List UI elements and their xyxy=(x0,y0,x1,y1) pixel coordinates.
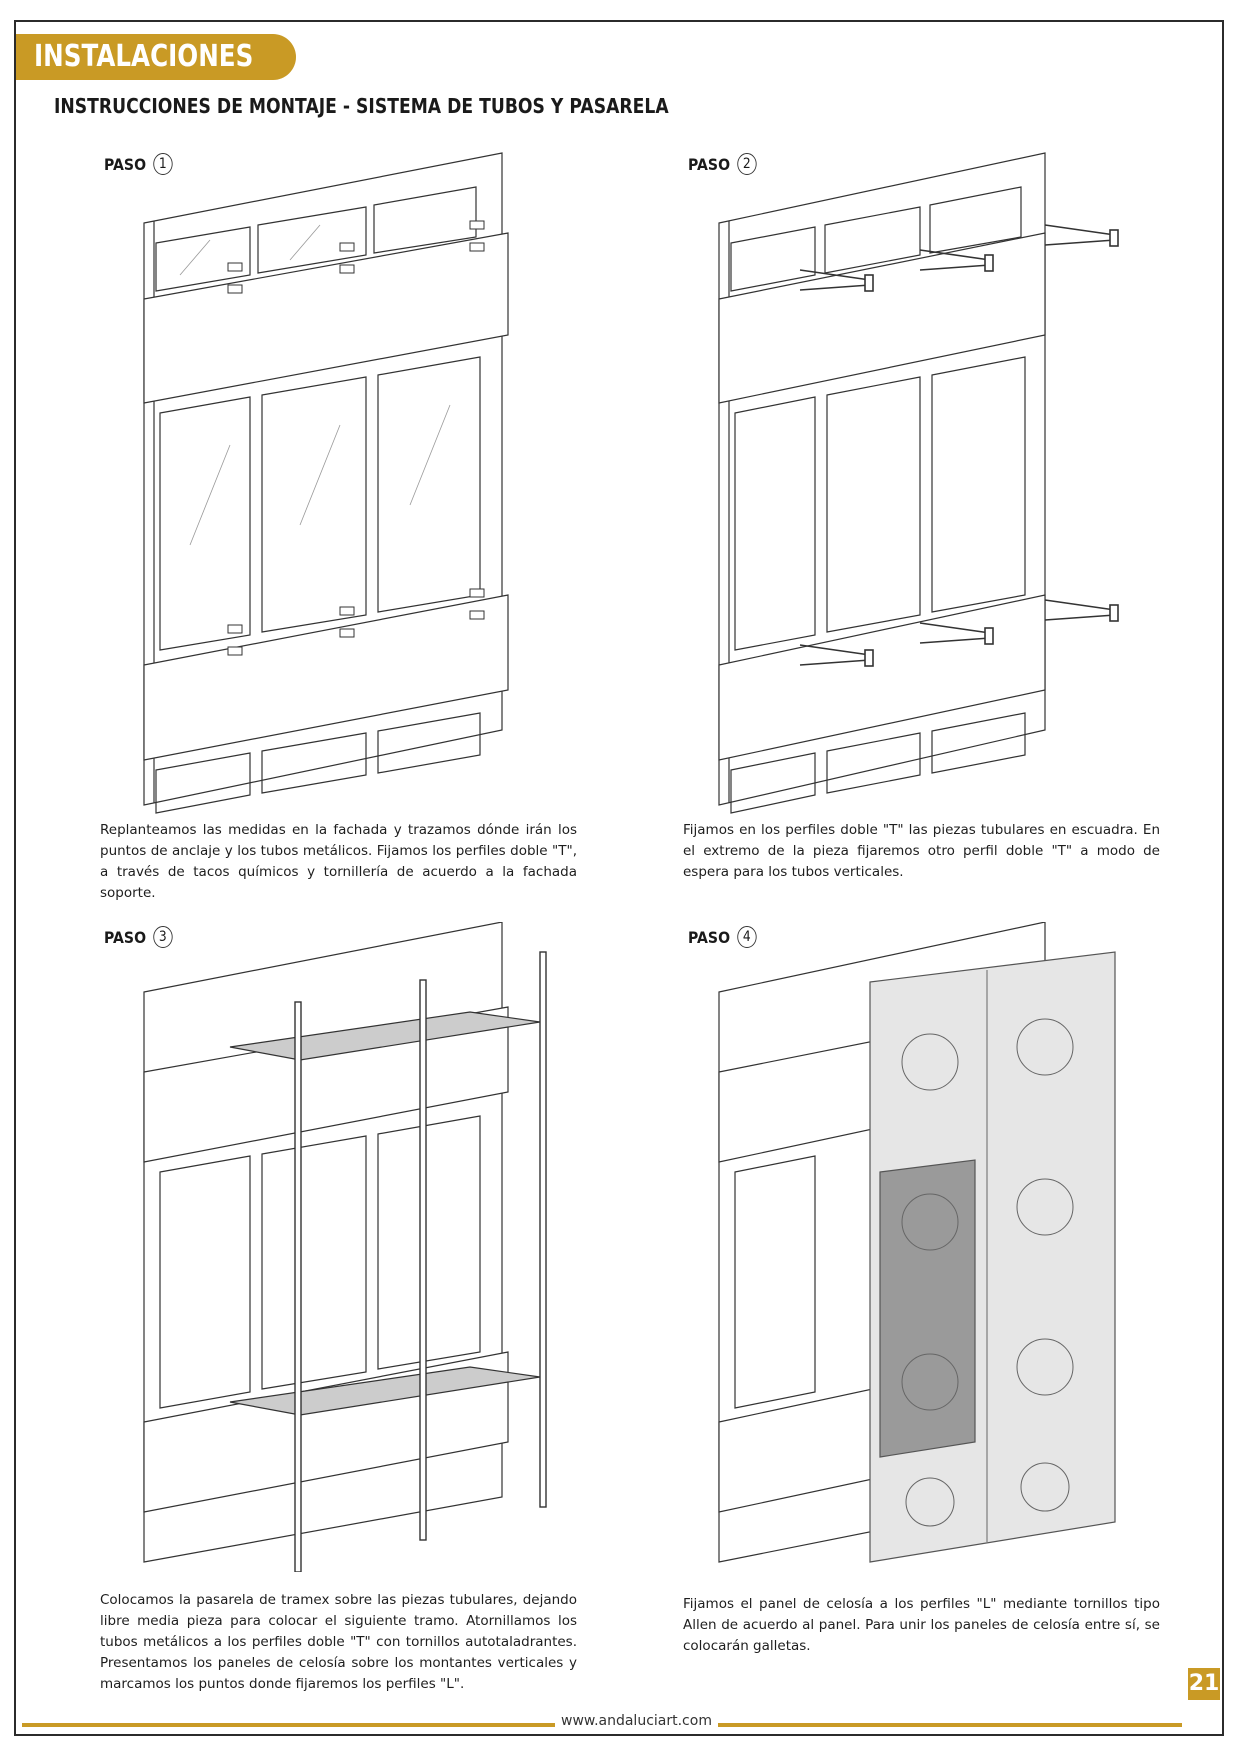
step-3-description: Colocamos la pasarela de tramex sobre las piezas tubulares, dejando libre media pieza para colocar el siguiente tramo. Atornillamos los tubos metálicos a los perfiles doble "T" con tornillos autotaladrantes. Presentamos los paneles de celosía sobre los montantes verticales y marcamos los puntos donde fijaremos los perfiles "L". xyxy=(100,1592,577,1692)
step-4-drawing xyxy=(715,922,1125,1572)
step-2-word: PASO xyxy=(688,154,731,174)
step-1-number: 1 xyxy=(153,153,172,175)
step-4-word: PASO xyxy=(688,927,731,947)
step-4-number: 4 xyxy=(737,926,756,948)
page-subtitle: INSTRUCCIONES DE MONTAJE - SISTEMA DE TUBOS Y PASARELA xyxy=(54,94,669,118)
step-1-description: Replanteamos las medidas en la fachada y trazamos dónde irán los puntos de anclaje y los tubos metálicos. Fijamos los perfiles doble "T", a través de tacos químicos y tornillería de acuerdo a la fachada soporte. xyxy=(100,822,577,901)
step-3-drawing xyxy=(140,922,560,1572)
footer-website[interactable]: www.andaluciart.com xyxy=(555,1713,718,1729)
step-1-word: PASO xyxy=(104,154,147,174)
step-2-description: Fijamos en los perfiles doble "T" las piezas tubulares en escuadra. En el extremo de la pieza fijaremos otro perfil doble "T" a modo de espera para los tubos verticales. xyxy=(683,822,1160,880)
step-1-drawing xyxy=(140,145,510,815)
page-number: 21 xyxy=(1188,1668,1220,1700)
step-2-number: 2 xyxy=(737,153,756,175)
step-2-drawing xyxy=(715,145,1125,815)
step-3-word: PASO xyxy=(104,927,147,947)
section-title: INSTALACIONES xyxy=(34,39,254,74)
step-3-number: 3 xyxy=(153,926,172,948)
step-4-description: Fijamos el panel de celosía a los perfiles "L" mediante tornillos tipo Allen de acuerdo al panel. Para unir los paneles de celosía entre sí, se colocarán galletas. xyxy=(683,1596,1160,1654)
